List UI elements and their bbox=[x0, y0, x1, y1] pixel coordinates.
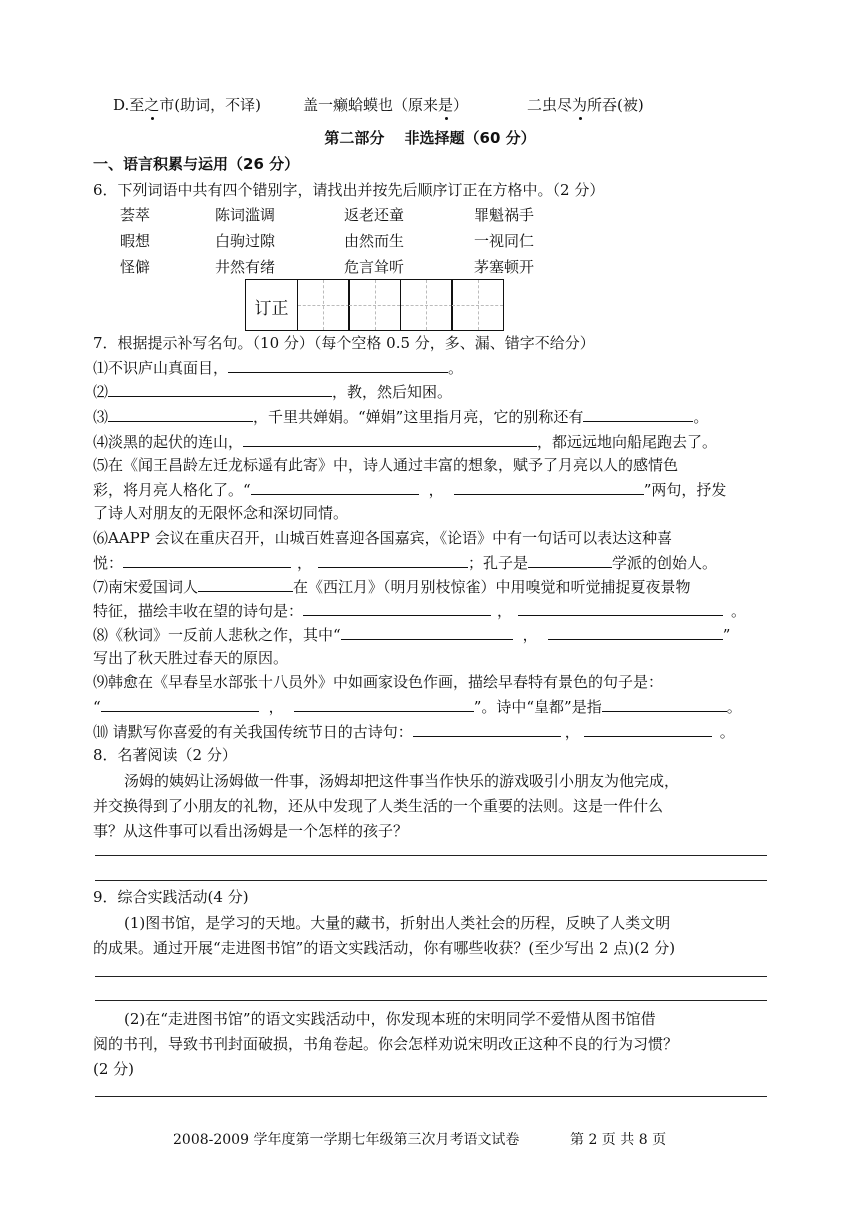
option-d-part1: 市(助词，不译) bbox=[159, 96, 261, 114]
q7-item-8-line1 bbox=[93, 623, 730, 646]
text: ，千里共婵娟。“婵娟”这里指月亮，它的别称还有 bbox=[253, 408, 584, 426]
text: ”。诗中“皇都”是指 bbox=[473, 698, 602, 716]
option-d-part3b: 所吞(被) bbox=[587, 96, 644, 114]
text: ， bbox=[564, 723, 580, 741]
part2-title: 第二部分 非选择题（60 分） bbox=[324, 129, 536, 147]
q6-word: 井然有绪 bbox=[215, 258, 276, 276]
text: ⑵ bbox=[93, 383, 109, 401]
answer-blank[interactable] bbox=[228, 356, 448, 373]
q7-item-6-line2 bbox=[93, 551, 717, 574]
answer-blank[interactable] bbox=[341, 623, 513, 640]
q9-sub2: (2 分) bbox=[93, 1060, 135, 1078]
emphasis-char: 之 bbox=[144, 96, 160, 114]
text: ， bbox=[428, 481, 444, 499]
q9-sub2: 阅的书刊，导致书刊封面破损，书角卷起。你会怎样劝说宋明改正这种不良的行为习惯？ bbox=[93, 1035, 679, 1053]
answer-blank[interactable] bbox=[123, 551, 291, 568]
answer-line[interactable] bbox=[95, 855, 767, 856]
q6-word: 怪僻 bbox=[120, 258, 151, 276]
answer-blank[interactable] bbox=[584, 720, 712, 737]
q6-word: 荟萃 bbox=[120, 206, 151, 224]
correction-cell[interactable] bbox=[348, 279, 401, 331]
q8-stem: 8．名著阅读（2 分） bbox=[93, 746, 237, 764]
option-d-prefix: D.至 bbox=[113, 96, 145, 114]
q6-word: 危言耸听 bbox=[344, 258, 405, 276]
emphasis-char: 为 bbox=[572, 96, 588, 114]
footer-page: 第 2 页 共 8 页 bbox=[570, 1132, 667, 1148]
text: 。 bbox=[448, 359, 464, 377]
q6-stem: 6．下列词语中共有四个错别字，请找出并按先后顺序订正在方格中。（2 分） bbox=[93, 181, 605, 199]
q7-item-10 bbox=[93, 720, 735, 743]
option-d-part2a: 盖一癞蛤蟆也（原来 bbox=[303, 96, 439, 114]
q6-word: 一视同仁 bbox=[474, 232, 535, 250]
q6-word: 陈词滥调 bbox=[215, 206, 276, 224]
text: ；孔子是 bbox=[468, 554, 529, 572]
answer-blank[interactable] bbox=[101, 695, 259, 712]
answer-blank[interactable] bbox=[303, 599, 491, 616]
text: 在《西江月》（明月别枝惊雀）中用嗅觉和听觉捕捉夏夜景物 bbox=[293, 578, 691, 596]
text: ⑻《秋词》一反前人悲秋之作，其中“ bbox=[93, 626, 341, 644]
option-d-part3a: 二虫尽 bbox=[527, 96, 573, 114]
text: 。 bbox=[731, 602, 747, 620]
correction-cell[interactable] bbox=[400, 279, 453, 331]
answer-blank[interactable] bbox=[243, 430, 537, 447]
q7-item-9-line2 bbox=[93, 695, 742, 718]
text: 悦： bbox=[93, 554, 124, 572]
q7-item-7-line1 bbox=[93, 575, 691, 598]
q7-item-9-line1: ⑼韩愈在《早春呈水部张十八员外》中如画家设色作画，描绘早春特有景色的句子是： bbox=[93, 673, 664, 691]
q6-word: 返老还童 bbox=[344, 206, 405, 224]
text: 特征，描绘丰收在望的诗句是： bbox=[93, 602, 304, 620]
text: ⑺南宋爱国词人 bbox=[93, 578, 199, 596]
option-d-part2b: ） bbox=[453, 96, 469, 114]
answer-blank[interactable] bbox=[108, 405, 253, 422]
text: ， bbox=[268, 698, 284, 716]
answer-blank[interactable] bbox=[583, 405, 693, 422]
answer-line[interactable] bbox=[95, 976, 767, 977]
text: ⑷淡黑的起伏的连山， bbox=[93, 433, 244, 451]
q6-word: 暇想 bbox=[120, 232, 151, 250]
answer-blank[interactable] bbox=[294, 695, 474, 712]
q8-paragraph: 汤姆的姨妈让汤姆做一件事，汤姆却把这件事当作快乐的游戏吸引小朋友为他完成， bbox=[124, 772, 680, 790]
text: ， bbox=[522, 626, 538, 644]
answer-blank[interactable] bbox=[413, 720, 561, 737]
answer-blank[interactable] bbox=[108, 380, 332, 397]
correction-label: 订正 bbox=[254, 299, 289, 319]
text: 彩，将月亮人格化了。“ bbox=[93, 481, 251, 499]
correction-label-cell bbox=[245, 279, 298, 331]
q7-item-7-line2 bbox=[93, 599, 746, 622]
answer-blank[interactable] bbox=[602, 695, 727, 712]
text: 。 bbox=[693, 408, 709, 426]
text: ， bbox=[297, 554, 313, 572]
footer-title: 2008-2009 学年度第一学期七年级第三次月考语文试卷 bbox=[173, 1132, 520, 1148]
q7-item-5-line1: ⑸在《闻王昌龄左迁龙标遥有此寄》中，诗人通过丰富的想象，赋予了月亮以人的感情色 bbox=[93, 456, 679, 474]
answer-blank[interactable] bbox=[518, 599, 723, 616]
q8-paragraph: 并交换得到了小朋友的礼物，还从中发现了人类生活的一个重要的法则。这是一件什么 bbox=[93, 797, 664, 815]
answer-blank[interactable] bbox=[548, 623, 723, 640]
q6-word: 由然而生 bbox=[344, 232, 405, 250]
correction-cell[interactable] bbox=[297, 279, 350, 331]
answer-blank[interactable] bbox=[454, 478, 644, 495]
q7-item-8-line2: 写出了秋天胜过春天的原因。 bbox=[93, 649, 289, 667]
q8-paragraph: 事？从这件事可以看出汤姆是一个怎样的孩子？ bbox=[93, 822, 409, 840]
answer-line[interactable] bbox=[95, 1000, 767, 1001]
option-d-part3 bbox=[527, 94, 644, 116]
q7-item-3 bbox=[93, 405, 708, 428]
q6-word: 茅塞顿开 bbox=[474, 258, 535, 276]
q7-item-4 bbox=[93, 430, 717, 453]
text: ⑴不识庐山真面目， bbox=[93, 359, 229, 377]
text: ”两句，抒发 bbox=[643, 481, 727, 499]
text: ⑽ 请默写你喜爱的有关我国传统节日的古诗句： bbox=[93, 723, 413, 741]
text: ，都远远地向船尾跑去了。 bbox=[537, 433, 718, 451]
correction-cell[interactable] bbox=[451, 279, 504, 331]
answer-blank[interactable] bbox=[528, 551, 612, 568]
q7-item-1 bbox=[93, 356, 463, 379]
answer-blank[interactable] bbox=[251, 478, 419, 495]
answer-line[interactable] bbox=[95, 880, 767, 881]
q9-sub1: 的成果。通过开展“走进图书馆”的语文实践活动，你有哪些收获？(至少写出 2 点)(2 分) bbox=[93, 939, 676, 957]
text: 。 bbox=[726, 698, 742, 716]
answer-blank[interactable] bbox=[198, 575, 293, 592]
q9-sub2: (2)在“走进图书馆”的语文实践活动中，你发现本班的宋明同学不爱惜从图书馆借 bbox=[124, 1010, 656, 1028]
q6-word: 白驹过隙 bbox=[215, 232, 276, 250]
text: ，教，然后知困。 bbox=[332, 383, 453, 401]
text: ⑶ bbox=[93, 408, 109, 426]
q7-item-5-line2 bbox=[93, 478, 726, 501]
answer-blank[interactable] bbox=[318, 551, 468, 568]
emphasis-char: 是 bbox=[438, 96, 454, 114]
text: “ bbox=[93, 698, 101, 716]
answer-line[interactable] bbox=[95, 1096, 767, 1097]
q7-item-6-line1: ⑹AAPP 会议在重庆召开，山城百姓喜迎各国嘉宾，《论语》中有一句话可以表达这种喜 bbox=[93, 529, 673, 547]
option-d-part2 bbox=[303, 94, 468, 116]
text: 学派的创始人。 bbox=[612, 554, 718, 572]
q7-item-2 bbox=[93, 380, 452, 403]
text: ” bbox=[722, 626, 731, 644]
q9-stem: 9．综合实践活动(4 分) bbox=[93, 888, 249, 906]
text: ， bbox=[497, 602, 513, 620]
q9-sub1: (1)图书馆，是学习的天地。大量的藏书，折射出人类社会的历程，反映了人类文明 bbox=[124, 914, 671, 932]
correction-grid bbox=[245, 279, 504, 331]
text: 。 bbox=[719, 723, 735, 741]
q6-word: 罪魁祸手 bbox=[474, 206, 535, 224]
option-d-line bbox=[113, 94, 261, 116]
section1-title: 一、语言积累与运用（26 分） bbox=[93, 155, 300, 173]
q7-item-5-line3: 了诗人对朋友的无限怀念和深切同情。 bbox=[93, 504, 349, 522]
q7-stem: 7．根据提示补写名句。（10 分）（每个空格 0.5 分，多、漏、错字不给分） bbox=[93, 334, 595, 352]
